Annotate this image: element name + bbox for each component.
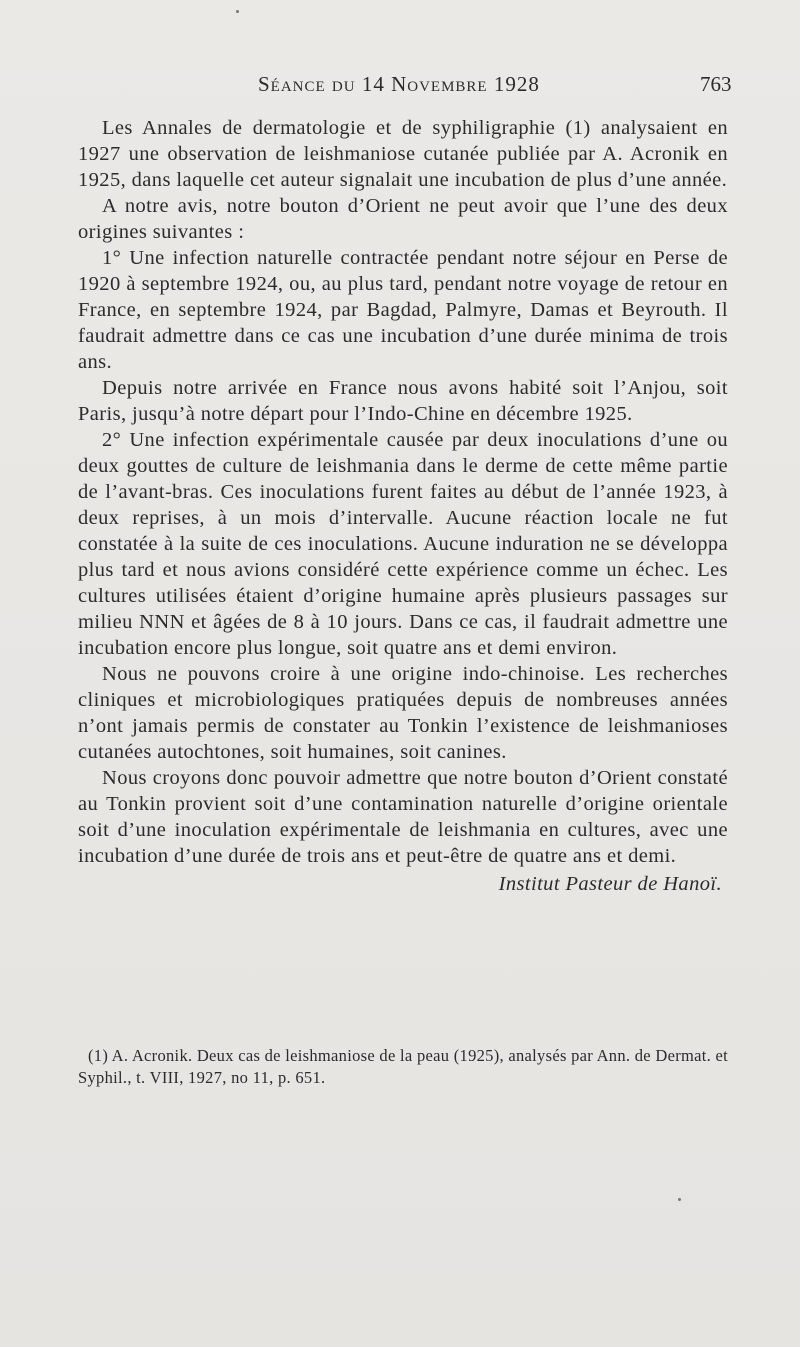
paper-speck: [236, 10, 239, 13]
page-number: 763: [700, 72, 732, 96]
paragraph: Nous ne pouvons croire à une origine indo-chinoise. Les recherches cliniques et microbiologiques pratiquées depuis de nombreuses années n’ont jamais permis de constater au Tonkin l’existence de leishmanioses cutanées autochtones, soit humaines, soit canines.: [78, 663, 728, 763]
paragraph: 1° Une infection naturelle contractée pendant notre séjour en Perse de 1920 à septembre 1924, ou, au plus tard, pendant notre voyage de retour en France, en septembre 1924, par Bagdad, Palmyre, Damas et Beyrouth. Il faudrait admettre dans ce cas une incubation d’une durée minima de trois ans.: [78, 247, 728, 373]
footnote: [78, 1045, 728, 1089]
footnote-text: (1) A. Acronik. Deux cas de leishmaniose de la peau (1925), analysés par Ann. de Dermat. et Syphil., t. VIII, 1927, no 11, p. 651.: [78, 1046, 728, 1087]
paragraph: A notre avis, notre bouton d’Orient ne peut avoir que l’une des deux origines suivantes :: [78, 195, 728, 243]
body-text: [78, 115, 728, 897]
running-header: [0, 72, 800, 102]
paper-speck: [678, 1198, 681, 1201]
paragraph: Les Annales de dermatologie et de syphiligraphie (1) analysaient en 1927 une observation de leishmaniose cutanée publiée par A. Acronik en 1925, dans laquelle cet auteur signalait une incubation de plus d’une année.: [78, 117, 728, 191]
paragraph: 2° Une infection expérimentale causée par deux inoculations d’une ou deux gouttes de culture de leishmania dans le derme de cette même partie de l’avant-bras. Ces inoculations furent faites au début de l’année 1923, à deux reprises, à un mois d’intervalle. Aucune réaction locale ne fut constatée à la suite de ces inoculations. Aucune induration ne se développa plus tard et nous avions considéré cette expérience comme un échec. Les cultures utilisées étaient d’origine humaine après plusieurs passages sur milieu NNN et âgées de 8 à 10 jours. Dans ce cas, il faudrait admettre une incubation encore plus longue, soit quatre ans et demi environ.: [78, 429, 728, 659]
header-title: Séance du 14 Novembre 1928: [258, 72, 540, 96]
paragraph: Depuis notre arrivée en France nous avons habité soit l’Anjou, soit Paris, jusqu’à notre départ pour l’Indo-Chine en décembre 1925.: [78, 377, 728, 425]
paragraph: Nous croyons donc pouvoir admettre que notre bouton d’Orient constaté au Tonkin provient soit d’une contamination naturelle d’origine orientale soit d’une inoculation expérimentale de leishmania en cultures, avec une incubation d’une durée de trois ans et peut-être de quatre ans et demi.: [78, 767, 728, 867]
signature: Institut Pasteur de Hanoï.: [498, 873, 722, 895]
